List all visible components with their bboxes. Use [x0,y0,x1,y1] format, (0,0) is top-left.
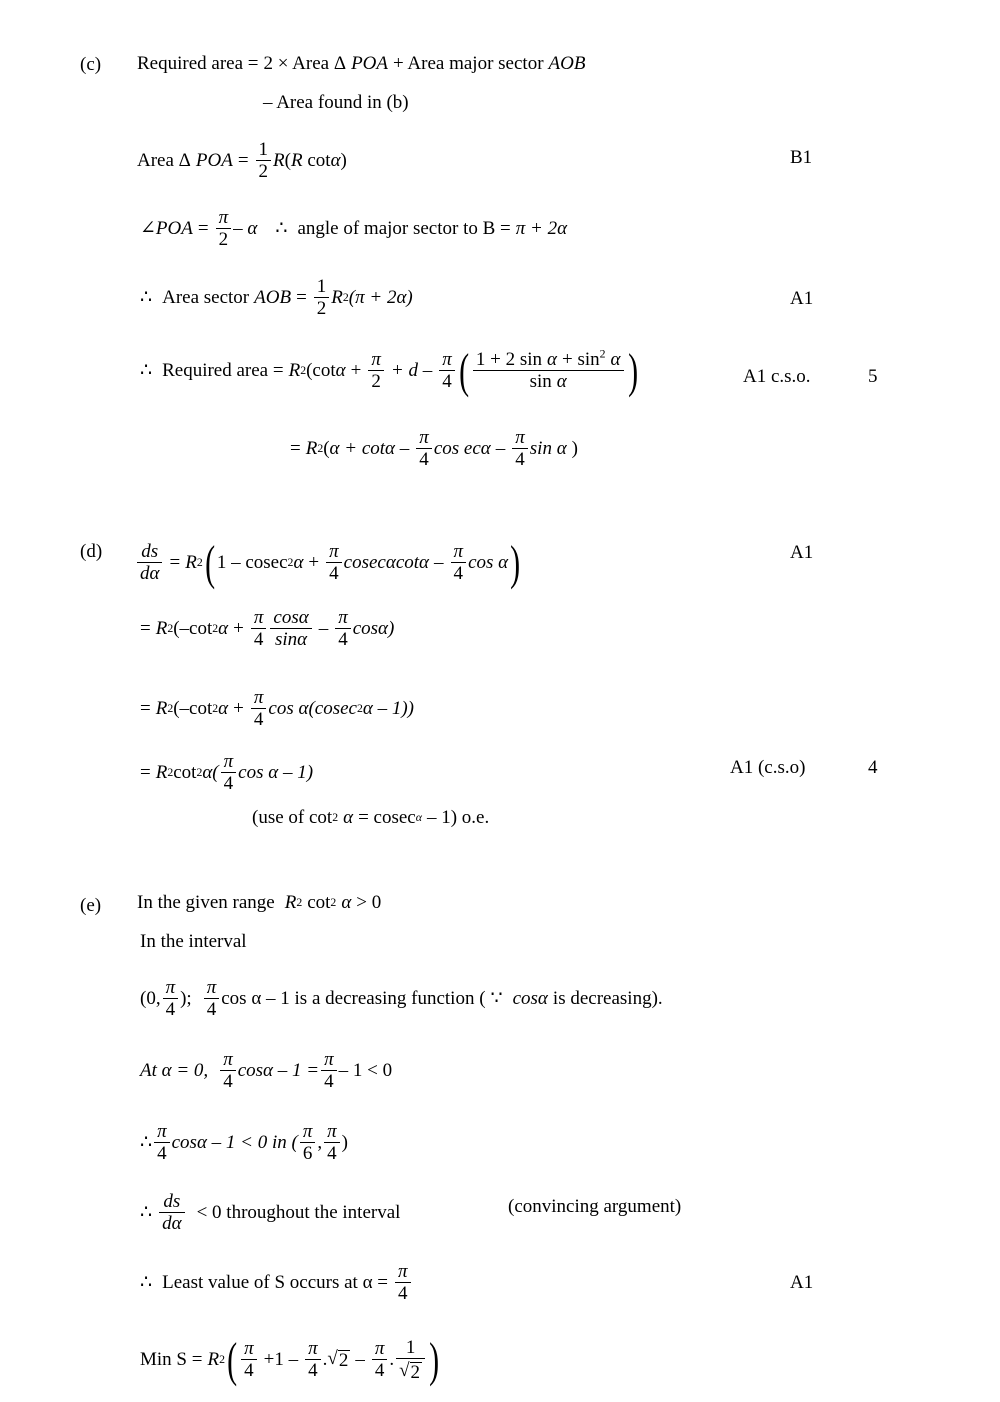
mark-a1: A1 [790,288,814,309]
plus-sign: + [233,618,244,640]
area-plus-sector: + Area major sector [393,53,544,74]
dot-operator: . [389,1349,395,1371]
fraction-numerator: π [165,977,176,998]
fraction-denominator: 4 [398,1283,408,1305]
sin-alpha [530,439,567,458]
num-alpha-1: α [547,349,557,370]
fraction-numerator: π [327,1121,337,1142]
fraction-numerator: π [223,1049,233,1070]
fraction-pi-over-4 [220,1050,236,1092]
radical-sign: √ [399,1359,410,1381]
fraction-pi-over-4 [324,1122,340,1164]
at-alpha-zero: At α = 0, [140,1060,209,1082]
fraction-numerator: π [157,1121,167,1142]
fraction-numerator: π [324,1049,334,1070]
num-part-b: + sin [562,349,600,370]
open-big-paren: ( [204,537,215,591]
r-symbol: R [273,150,285,172]
part-d-line3: = R 2 (–cot 2 α + $\frac{\pi}{4}$ cos α(cosec 2 α – 1)) [140,687,414,731]
min-s-label: Min S = [140,1349,203,1371]
fraction-denominator: 4 [206,999,217,1021]
comma: , [317,1132,323,1154]
minus-one-less-zero: – 1 < 0 [338,1060,393,1082]
note-open: (use of cot [252,807,333,828]
fraction-denominator: 2 [371,371,381,393]
part-e-line4 [140,1050,392,1092]
equals-sign: = [296,287,307,309]
part-e-line7 [140,1262,413,1304]
fraction-denominator [527,372,570,391]
fraction-pi-over-4 [416,428,432,470]
convincing-argument-note: (convincing argument) [508,1196,682,1217]
num-alpha-2: α [610,349,621,370]
decreasing-function-text: cos α – 1 is a decreasing function ( [221,988,486,1010]
fraction-numerator: π [419,427,429,448]
fraction-one-half [256,140,272,182]
equals-sign: = [169,552,181,574]
fraction-denominator: dα [162,1213,182,1235]
r-symbol: R [288,360,301,382]
fraction-denominator: 2 [258,161,269,183]
part-label-c: (c) [80,54,102,75]
interval-close: ); [180,988,192,1010]
part-label-d: (d) [80,541,103,562]
area-triangle-lead: Area Δ [137,150,191,172]
minus-sign: – [318,618,329,640]
therefore-symbol: ∴ [140,1132,153,1154]
cot-text: cot [307,892,331,913]
greater-than-zero: > 0 [356,892,382,913]
r-symbol: R [185,552,197,574]
close-big-paren: ) [429,1334,440,1388]
alpha-symbol: α [218,698,229,720]
therefore-symbol: ∴ [140,287,153,309]
fraction-denominator: 4 [165,999,176,1021]
open-big-paren: ( [227,1334,238,1388]
fraction-denominator: 4 [223,773,234,795]
minus-sign: – [355,1349,365,1371]
fraction-numerator: cosα [273,607,309,628]
therefore-symbol: ∴ [140,360,153,382]
poa-label: POA [155,218,193,240]
equals-sign: = [140,698,151,720]
minus-alpha: – α [233,218,258,240]
area-sector-text: Area sector [162,287,250,309]
alpha-open-paren: α( [202,762,219,784]
part-c-line1 [137,54,585,73]
one-minus-cosec: 1 – cosec [216,552,288,574]
plus-sign: + [308,552,320,574]
alpha-plus-cot: α + cotα – [329,438,410,460]
square-root-two [327,1349,350,1370]
num-part-a: 1 + 2 sin [475,349,543,370]
fraction-numerator: π [515,427,525,448]
fraction-pi-over-4 [204,978,220,1020]
area-term1: 2 × Area Δ [263,53,347,74]
part-d-note: (use of cot 2 α = cosec α – 1) o.e. [252,807,490,828]
equals-sign: = [140,762,151,784]
score-5: 5 [868,366,878,387]
fraction-pi-over-2 [368,350,384,392]
fraction-pi-over-4 [395,1262,411,1304]
radical-sign: √ [327,1348,338,1370]
fraction-denominator: 6 [302,1143,313,1165]
fraction-pi-over-4 [512,428,528,470]
fraction-pi-over-4 [326,542,342,584]
fraction-denominator: 4 [223,1071,233,1093]
is-decreasing-text: is decreasing). [552,988,663,1010]
fraction-numerator: π [338,607,348,628]
fraction-numerator: π [371,349,381,370]
fraction-numerator: 1 [405,1337,416,1358]
fraction-pi-over-4 [251,608,267,650]
part-e-line2 [140,932,247,951]
given-range-text: In the given range [137,892,275,913]
cos-alpha-minus-one: cos α – 1) [238,762,314,784]
cot-text: cot [173,762,197,784]
fraction-denominator: 2 [316,298,327,320]
alpha-symbol: α [293,552,304,574]
alpha-symbol: α [330,150,341,172]
close-big-paren: ) [510,537,521,591]
part-e-line6 [140,1192,400,1234]
mark-a1: A1 [790,1272,814,1293]
fraction-pi-over-4 [372,1339,388,1381]
part-d-line2: = R 2 (–cot 2 α + $\frac{\pi}{4}$ $\frac{\cos\alpha}{\sin\alpha}$ – $\frac{\pi}{4}$ cosα) [140,607,395,651]
r-symbol: R [284,892,297,913]
mark-a1-cso: A1 (c.s.o) [730,757,806,778]
cosec-text: cos ecα [433,438,491,460]
because-symbol: ∵ [490,988,503,1010]
fraction-denominator: dα [140,563,160,585]
fraction-denominator: 4 [253,629,264,651]
minus-sign: – [434,552,444,574]
sin-text: sin α [529,438,567,460]
fraction-numerator: π [453,541,464,562]
alpha-symbol: α [335,360,346,382]
fraction-ds-dalpha [159,1192,184,1234]
throughout-interval-text: < 0 throughout the interval [196,1202,401,1224]
angle-symbol: ∠ [140,218,156,240]
fraction-denominator: 4 [338,629,348,651]
fraction-numerator: π [253,687,264,708]
fraction-denominator: 4 [253,709,264,731]
alpha-symbol: α [218,618,229,640]
open-big-paren: ( [458,345,469,399]
open-neg-cot: (–cot [173,698,213,720]
cosec-cot-term: cosecαcotα [343,552,430,574]
part-e-line1: In the given range R 2 cot 2 α > 0 [137,892,382,913]
note-close: – 1) o.e. [426,807,490,828]
equals-sign: = [140,618,151,640]
fraction-denominator: 4 [419,449,429,471]
close-paren: ) [340,150,347,172]
cos-alpha-minus-one: cosα – 1 = [237,1060,320,1082]
fraction-denominator: 4 [442,371,452,393]
minus-sign: – [495,438,506,460]
aob-label: AOB [548,53,586,74]
cos-alpha: cos α [468,552,509,574]
radicand: 2 [338,1350,349,1372]
cos-alpha-less-zero: cosα – 1 < 0 in ( [171,1132,298,1154]
mark-a1: A1 [790,542,814,563]
cos-alpha-close: cosα) [352,618,395,640]
alpha-symbol: α [341,892,352,913]
fraction-numerator: π [244,1337,254,1359]
cos-cosec-expr: cos α(cosec [268,698,357,720]
score-4: 4 [868,757,878,778]
fraction-numerator: π [308,1337,318,1359]
r-symbol: R [155,762,168,784]
area-found-in-b: – Area found in (b) [263,92,409,113]
fraction-denominator [396,1360,425,1381]
fraction-numerator: π [223,751,234,772]
fraction-numerator [473,347,624,370]
part-e-line3 [140,978,663,1020]
part-d-line4: = R 2 cot 2 α( $\frac{\pi}{4}$ cos α – 1) [140,751,314,795]
fraction-pi-over-4 [154,1122,170,1164]
fraction-numerator: π [253,607,264,628]
close-paren: ) [341,1132,348,1154]
poa-label: POA [195,150,233,172]
in-the-interval-text: In the interval [140,931,247,952]
major-sector-value: π + 2α [515,218,568,240]
square-root-two [399,1361,422,1382]
fraction-numerator: π [442,349,452,370]
r-symbol: R [331,287,343,309]
fraction-pi-over-4 [321,1050,337,1092]
aob-label: AOB [254,287,292,309]
fraction-denominator: 4 [324,1071,334,1093]
therefore-symbol: ∴ [140,1202,153,1224]
den-sin: sin [529,371,552,393]
required-area-text: Required area = [162,360,284,382]
part-label-e: (e) [80,895,102,916]
fraction-sine-expansion [473,347,624,393]
den-alpha: α [556,371,567,393]
cos-alpha: cosα [512,988,548,1010]
radicand: 2 [410,1361,421,1383]
fraction-numerator: 1 [316,276,327,297]
fraction-denominator: 4 [515,449,525,471]
interval-open: (0, [140,988,161,1010]
fraction-pi-over-4 [335,608,351,650]
r-symbol: R [155,618,168,640]
part-c-line2 [263,93,409,112]
open-neg-cot: (–cot [173,618,213,640]
fraction-pi-over-6 [300,1122,316,1164]
fraction-numerator: π [302,1121,313,1142]
mark-b1: B1 [790,147,813,168]
fraction-denominator: 4 [329,563,339,585]
fraction-one-half [314,277,330,319]
fraction-ds-dalpha [137,542,162,584]
fraction-denominator: 4 [453,563,464,585]
mark-a1-cso: A1 c.s.o. [743,366,811,387]
fraction-denominator: 4 [308,1360,318,1382]
fraction-one-over-root-two [396,1338,425,1382]
part-e-line8: Min S = R 2 ( $\frac{\pi}{4}$ +1 – $\frac{\pi}{4}$ . √ 2 – $\frac{\pi}{4}$ . 1 √ 2 ) [140,1334,440,1388]
part-e-line5 [140,1122,348,1164]
num-exponent: 2 [599,347,606,361]
fraction-pi-over-4 [163,978,179,1020]
fraction-denominator: 4 [374,1360,385,1382]
fraction-pi-over-4 [241,1339,257,1381]
close-big-paren: ) [627,345,638,399]
fraction-denominator: sinα [274,629,308,651]
fraction-numerator: ds [163,1191,181,1212]
fraction-pi-over-4 [305,1339,321,1381]
r-symbol: R [207,1349,220,1371]
fraction-numerator: π [329,541,339,562]
r-cot-alpha-open: (R cot [284,150,331,172]
equals-sign: = [197,218,209,240]
open-paren: ( [323,438,330,460]
cot-open: (cot [306,360,336,382]
plus-d-minus: + d – [390,360,433,382]
plus-sign: + [350,360,362,382]
fraction-numerator: π [374,1337,385,1359]
equals-sign: = [290,438,301,460]
part-d-line1: $\frac{ds}{d\alpha}$ = R 2 ( 1 – cosec 2 α + $\frac{\pi}{4}$ cosecαcotα – $\frac{\pi}{4}$ cos α ) [135,542,522,584]
cosec-alpha [434,439,491,458]
fraction-denominator: 2 [218,229,229,251]
r-symbol: R [155,698,168,720]
fraction-pi-over-4 [221,752,237,794]
fraction-denominator: 4 [327,1143,337,1165]
fraction-numerator: 1 [258,139,269,160]
fraction-numerator: π [206,977,217,998]
equals-sign: = [237,150,249,172]
r-symbol: R [305,438,318,460]
fraction-pi-over-2 [216,208,232,250]
part-c-line3 [137,140,347,182]
part-c-line7: = R 2 ( α + cotα – $\frac{\pi}{4}$ cos ecα – $\frac{\pi}{4}$ sin α ) [290,427,578,471]
plus-sign: + [233,698,244,720]
fraction-numerator: π [398,1261,408,1282]
least-value-text: Least value of S occurs at α = [162,1272,388,1294]
alpha-minus-one: α – 1)) [362,698,414,720]
sector-angle-expr: (π + 2α) [348,287,413,309]
fraction-numerator: π [218,207,229,228]
equals-cosec: = cosec [358,807,416,828]
close-paren: ) [571,438,578,460]
poa-label: POA [351,53,388,74]
fraction-cos-over-sin [270,608,311,650]
part-c-line5: ∴ Area sector AOB = $\frac{1}{2}$ R 2 (π + 2α) [140,276,413,320]
fraction-numerator: ds [141,541,159,562]
therefore-symbol: ∴ [140,1272,153,1294]
fraction-pi-over-4 [451,542,467,584]
dot-operator: . [322,1349,328,1371]
major-sector-text: angle of major sector to B = [297,218,511,240]
fraction-denominator: 4 [244,1360,254,1382]
plus-one-minus: +1 – [263,1349,299,1371]
part-c-line6: ∴ Required area = R 2 (cot α + $\frac{\pi}{2}$ + d – $\frac{\pi}{4}$ ( $\frac{1 + 2 \sin \alpha + \sin^2 \alpha}{\text{sin α}}$ ) [140,345,638,399]
required-area-lhs: Required area = [137,53,259,74]
alpha-symbol: α [343,807,354,828]
fraction-denominator: 4 [157,1143,167,1165]
fraction-pi-over-4 [439,350,455,392]
therefore-symbol: ∴ [275,218,288,240]
part-c-line4 [140,208,567,250]
fraction-pi-over-4 [251,688,267,730]
